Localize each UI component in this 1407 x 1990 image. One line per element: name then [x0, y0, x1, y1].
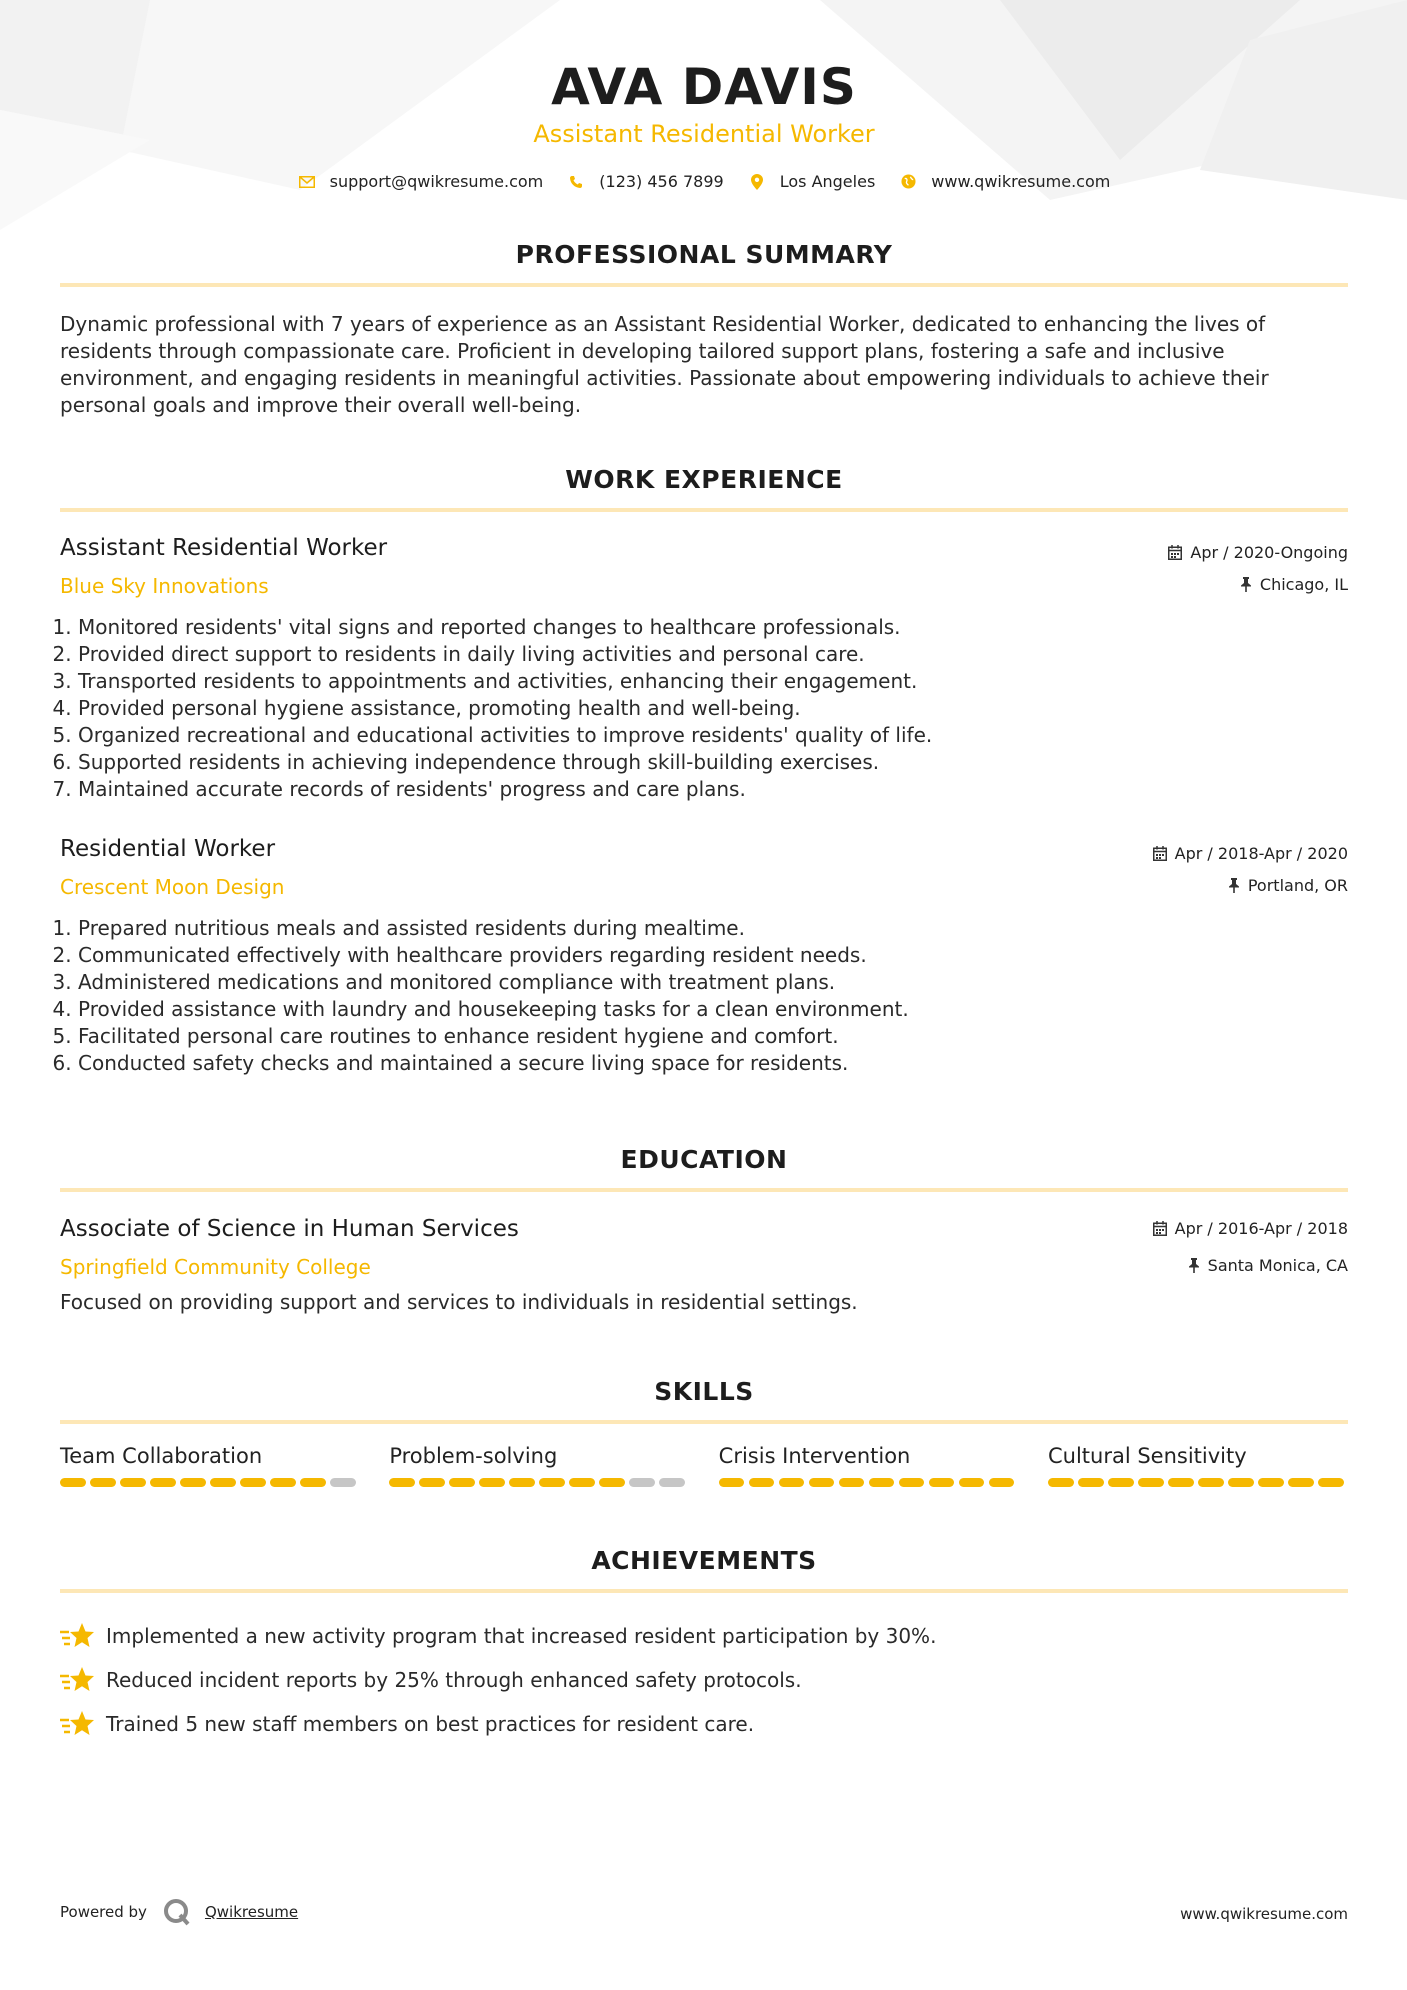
rating-dot-filled: [869, 1478, 895, 1487]
rating-dot-filled: [719, 1478, 745, 1487]
education-date-text: Apr / 2016-Apr / 2018: [1174, 1219, 1348, 1238]
list-item: 2. Communicated effectively with healthcare providers regarding resident needs.: [78, 942, 1278, 969]
rating-dot-filled: [479, 1478, 505, 1487]
job-company: Crescent Moon Design: [60, 875, 285, 899]
rating-dot-filled: [1228, 1478, 1254, 1487]
globe-icon: [899, 173, 917, 191]
contact-location-text: Los Angeles: [779, 172, 876, 191]
skill-rating: [389, 1478, 689, 1487]
envelope-icon: [298, 173, 316, 191]
summary-heading: PROFESSIONAL SUMMARY: [515, 240, 893, 269]
achievements-list: [60, 1614, 1348, 1746]
rating-dot-filled: [599, 1478, 625, 1487]
list-item: [60, 1614, 1348, 1658]
job-location: [1240, 575, 1348, 594]
map-pin-icon: [748, 173, 766, 191]
rating-dot-filled: [899, 1478, 925, 1487]
calendar-icon: [1168, 545, 1182, 560]
education-location: [1188, 1256, 1348, 1275]
contact-website[interactable]: [899, 172, 1110, 191]
rating-dot-filled: [569, 1478, 595, 1487]
rating-dot-filled: [300, 1478, 326, 1487]
job-date: [1168, 543, 1348, 562]
rating-dot-filled: [1258, 1478, 1284, 1487]
job-company: Blue Sky Innovations: [60, 574, 269, 598]
achievement-text: Implemented a new activity program that increased resident participation by 30%.: [106, 1624, 937, 1648]
candidate-name: AVA DAVIS: [551, 58, 857, 116]
rating-dot-filled: [90, 1478, 116, 1487]
job-date-text: Apr / 2020-Ongoing: [1190, 543, 1348, 562]
rating-dot-filled: [779, 1478, 805, 1487]
star-icon: [60, 1621, 94, 1651]
list-item: 3. Transported residents to appointments and activities, enhancing their engagement.: [78, 668, 1278, 695]
list-item: 7. Maintained accurate records of residents' progress and care plans.: [78, 776, 1278, 803]
skill-rating: [1048, 1478, 1348, 1487]
rating-dot-filled: [1168, 1478, 1194, 1487]
job-location: [1228, 876, 1348, 895]
section-divider: [60, 1420, 1348, 1424]
job-bullets: [60, 915, 1278, 1077]
rating-dot-empty: [330, 1478, 356, 1487]
achievement-text: Trained 5 new staff members on best practices for resident care.: [106, 1712, 755, 1736]
skill-item: [389, 1444, 689, 1487]
achievements-heading: ACHIEVEMENTS: [591, 1546, 817, 1575]
rating-dot-filled: [1048, 1478, 1074, 1487]
skill-name: Team Collaboration: [60, 1444, 263, 1468]
education-location-text: Santa Monica, CA: [1207, 1256, 1348, 1275]
rating-dot-filled: [210, 1478, 236, 1487]
list-item: 1. Monitored residents' vital signs and reported changes to healthcare professionals.: [78, 614, 1278, 641]
pushpin-icon: [1188, 1258, 1200, 1273]
contact-phone[interactable]: [567, 172, 723, 191]
rating-dot-filled: [959, 1478, 985, 1487]
experience-heading: WORK EXPERIENCE: [565, 465, 843, 494]
section-divider: [60, 283, 1348, 287]
candidate-title: Assistant Residential Worker: [533, 120, 875, 148]
rating-dot-filled: [1108, 1478, 1134, 1487]
skill-rating: [60, 1478, 360, 1487]
list-item: 5. Facilitated personal care routines to enhance resident hygiene and comfort.: [78, 1023, 1278, 1050]
list-item: 3. Administered medications and monitored compliance with treatment plans.: [78, 969, 1278, 996]
rating-dot-filled: [270, 1478, 296, 1487]
education-heading: EDUCATION: [620, 1145, 788, 1174]
contact-location: [748, 172, 876, 191]
rating-dot-filled: [749, 1478, 775, 1487]
list-item: 2. Provided direct support to residents in daily living activities and personal care.: [78, 641, 1278, 668]
contact-website-text: www.qwikresume.com: [931, 172, 1111, 191]
job-location-text: Portland, OR: [1247, 876, 1348, 895]
footer-powered-by: [60, 1898, 298, 1926]
rating-dot-filled: [1138, 1478, 1164, 1487]
star-icon: [60, 1709, 94, 1739]
rating-dot-filled: [989, 1478, 1015, 1487]
calendar-icon: [1153, 846, 1167, 861]
rating-dot-filled: [1078, 1478, 1104, 1487]
contact-bar: [60, 172, 1348, 191]
job-title: Residential Worker: [60, 836, 276, 862]
skills-list: [60, 1444, 1348, 1487]
rating-dot-filled: [1198, 1478, 1224, 1487]
list-item: 6. Supported residents in achieving independence through skill-building exercises.: [78, 749, 1278, 776]
skill-name: Problem-solving: [389, 1444, 558, 1468]
rating-dot-filled: [120, 1478, 146, 1487]
rating-dot-filled: [539, 1478, 565, 1487]
skill-name: Crisis Intervention: [718, 1444, 911, 1468]
rating-dot-filled: [1288, 1478, 1314, 1487]
qwikresume-logo-icon: [163, 1898, 191, 1926]
qwikresume-link[interactable]: Qwikresume: [204, 1903, 299, 1921]
list-item: 1. Prepared nutritious meals and assisted residents during mealtime.: [78, 915, 1278, 942]
section-divider: [60, 508, 1348, 512]
rating-dot-filled: [809, 1478, 835, 1487]
section-divider: [60, 1589, 1348, 1593]
rating-dot-filled: [240, 1478, 266, 1487]
rating-dot-filled: [929, 1478, 955, 1487]
skills-heading: SKILLS: [654, 1377, 754, 1406]
rating-dot-filled: [150, 1478, 176, 1487]
summary-text: Dynamic professional with 7 years of experience as an Assistant Residential Worker, dedicated to enhancing the lives of residents through compassionate care. Proficient in developing tailored support plans, fostering a safe and inclusive environment, and engaging residents in meaningful activities. Passionate about empowering individuals to achieve their personal goals and improve their overall well-being.: [60, 312, 1269, 417]
rating-dot-filled: [389, 1478, 415, 1487]
job-date-text: Apr / 2018-Apr / 2020: [1174, 844, 1348, 863]
list-item: [60, 1702, 1348, 1746]
rating-dot-filled: [449, 1478, 475, 1487]
contact-phone-text: (123) 456 7899: [599, 172, 724, 191]
job-title: Assistant Residential Worker: [60, 535, 388, 561]
skill-item: [719, 1444, 1019, 1487]
job-date: [1153, 844, 1348, 863]
calendar-icon: [1153, 1221, 1167, 1236]
skill-item: [60, 1444, 360, 1487]
powered-by-label: Powered by: [60, 1903, 147, 1921]
rating-dot-filled: [509, 1478, 535, 1487]
skill-name: Cultural Sensitivity: [1047, 1444, 1247, 1468]
skill-rating: [719, 1478, 1019, 1487]
rating-dot-filled: [1318, 1478, 1344, 1487]
education-date: [1153, 1219, 1348, 1238]
contact-email[interactable]: [298, 172, 544, 191]
education-description: Focused on providing support and services to individuals in residential settings.: [60, 1290, 858, 1314]
contact-email-text: support@qwikresume.com: [329, 172, 544, 191]
star-icon: [60, 1665, 94, 1695]
achievement-text: Reduced incident reports by 25% through enhanced safety protocols.: [106, 1668, 802, 1692]
degree-title: Associate of Science in Human Services: [60, 1216, 519, 1242]
job-bullets: [60, 614, 1278, 803]
footer-website[interactable]: www.qwikresume.com: [1180, 1905, 1348, 1923]
skill-item: [1048, 1444, 1348, 1487]
job-location-text: Chicago, IL: [1259, 575, 1348, 594]
list-item: 4. Provided personal hygiene assistance, promoting health and well-being.: [78, 695, 1278, 722]
list-item: 5. Organized recreational and educational activities to improve residents' quality of life.: [78, 722, 1278, 749]
list-item: [60, 1658, 1348, 1702]
list-item: 4. Provided assistance with laundry and housekeeping tasks for a clean environment.: [78, 996, 1278, 1023]
pushpin-icon: [1240, 577, 1252, 592]
rating-dot-empty: [629, 1478, 655, 1487]
rating-dot-filled: [180, 1478, 206, 1487]
rating-dot-filled: [419, 1478, 445, 1487]
list-item: 6. Conducted safety checks and maintained a secure living space for residents.: [78, 1050, 1278, 1077]
rating-dot-filled: [60, 1478, 86, 1487]
school-name: Springfield Community College: [60, 1255, 371, 1279]
rating-dot-filled: [839, 1478, 865, 1487]
pushpin-icon: [1228, 878, 1240, 893]
rating-dot-empty: [659, 1478, 685, 1487]
phone-icon: [567, 173, 585, 191]
section-divider: [60, 1188, 1348, 1192]
